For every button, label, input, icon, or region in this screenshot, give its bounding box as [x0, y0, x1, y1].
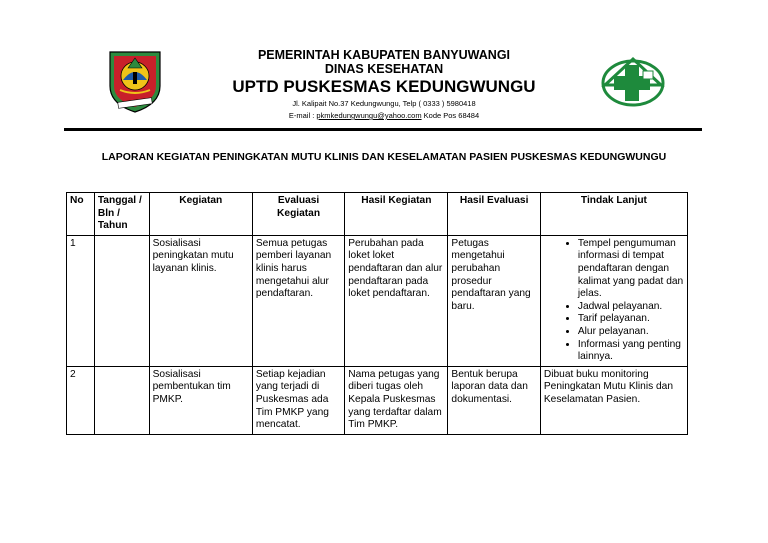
header-divider — [64, 128, 702, 131]
email-link[interactable]: pkmkedungwungu@yahoo.com — [316, 111, 422, 120]
row-kegiatan: Sosialisasi pembentukan tim PMKP. — [149, 366, 252, 434]
row-tanggal — [94, 366, 149, 434]
row-evaluasi: Setiap kejadian yang terjadi di Puskesmas ada Tim PMKP yang mencatat. — [252, 366, 344, 434]
postal-code: Kode Pos 68484 — [421, 111, 480, 120]
report-table — [66, 192, 688, 435]
institution-name: UPTD PUSKESMAS KEDUNGWUNGU — [232, 77, 536, 96]
row-hasil-evaluasi: Bentuk berupa laporan data dan dokumentasi. — [448, 366, 540, 434]
row-hasil-kegiatan: Nama petugas yang diberi tugas oleh Kepala Puskesmas yang terdaftar dalam Tim PMKP. — [345, 366, 448, 434]
banyuwangi-emblem-logo — [106, 46, 164, 114]
header-evaluasi: Evaluasi Kegiatan — [252, 193, 344, 236]
row-hasil-evaluasi: Petugas mengetahui perubahan prosedur pendaftaran yang baru. — [448, 235, 540, 366]
list-item: • Informasi yang penting lainnya. — [578, 339, 684, 364]
list-item: • Tempel pengumuman informasi di tempat pendaftaran dengan kalimat yang padat dan jelas. — [578, 238, 684, 301]
puskesmas-logo — [597, 49, 669, 111]
email-label: E-mail : — [288, 111, 317, 120]
government-name: PEMERINTAH KABUPATEN BANYUWANGI — [257, 48, 511, 62]
puskesmas-cross-icon — [597, 49, 669, 111]
row-hasil-kegiatan: Perubahan pada loket loket pendaftaran dan alur pendaftaran pada loket pendaftaran. — [345, 235, 448, 366]
document-title: LAPORAN KEGIATAN PENINGKATAN MUTU KLINIS DAN KESELAMATAN PASIEN PUSKESMAS KEDUNGWUNGU — [101, 151, 667, 163]
agency-name: DINAS KESEHATAN — [324, 62, 444, 76]
header-kegiatan: Kegiatan — [149, 193, 252, 236]
row-tindak-lanjut — [540, 235, 687, 366]
row-no: 2 — [67, 366, 95, 434]
table-row — [67, 235, 688, 366]
table-row — [67, 366, 688, 434]
header-hasil-evaluasi: Hasil Evaluasi — [448, 193, 540, 236]
letterhead — [200, 48, 568, 121]
header-no: No — [67, 193, 95, 236]
row-tanggal — [94, 235, 149, 366]
list-item: • Tarif pelayanan. — [578, 313, 684, 326]
table-header-row — [67, 193, 688, 236]
contact-line — [200, 110, 568, 121]
row-kegiatan: Sosialisasi peningkatan mutu layanan klinis. — [149, 235, 252, 366]
emblem-icon — [106, 46, 164, 114]
header-tanggal: Tanggal / Bln / Tahun — [94, 193, 149, 236]
header-hasil-kegiatan: Hasil Kegiatan — [345, 193, 448, 236]
row-tindak-lanjut: Dibuat buku monitoring Peningkatan Mutu Klinis dan Keselamatan Pasien. — [540, 366, 687, 434]
tindak-lanjut-list — [544, 238, 684, 364]
row-no: 1 — [67, 235, 95, 366]
list-item: • Jadwal pelayanan. — [578, 301, 684, 314]
header-tindak-lanjut: Tindak Lanjut — [540, 193, 687, 236]
row-evaluasi: Semua petugas pemberi layanan klinis harus mengetahui alur pendaftaran. — [252, 235, 344, 366]
address: Jl. Kalipait No.37 Kedungwungu, Telp ( 0333 ) 5980418 — [292, 99, 476, 108]
list-item: • Alur pelayanan. — [578, 326, 684, 339]
